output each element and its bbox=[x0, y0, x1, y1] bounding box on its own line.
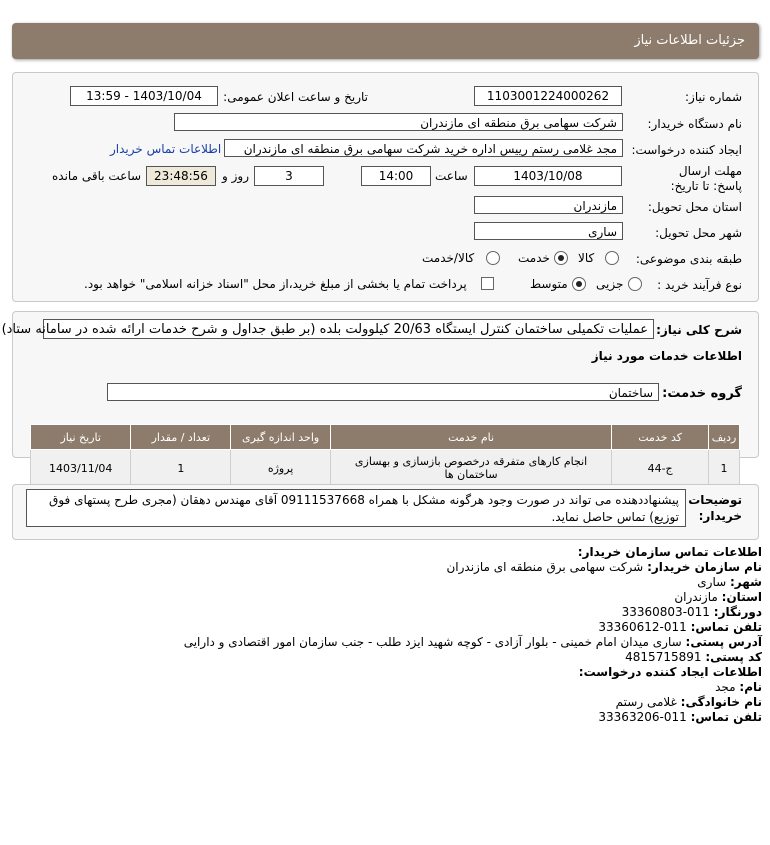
deadline-time-label: ساعت bbox=[435, 169, 468, 183]
org-address-line: آدرس پستی: ساری میدان امام خمینی - بلوار آزادی - کوچه شهید ایزد طلب - جنب سازمان امور اقتصادی و دارایی bbox=[183, 635, 762, 649]
col-row-header: ردیف bbox=[709, 425, 740, 450]
buyer-label: نام دستگاه خریدار: bbox=[647, 117, 742, 131]
process-medium-radio[interactable] bbox=[572, 277, 586, 291]
buyer-notes-label: توضیحات خریدار: bbox=[688, 493, 742, 523]
city-label: شهر محل تحویل: bbox=[655, 226, 742, 240]
announce-label: تاریخ و ساعت اعلان عمومی: bbox=[223, 90, 368, 104]
org-city-line: شهر: ساری bbox=[697, 575, 762, 589]
service-qty: 1 bbox=[131, 450, 231, 487]
treasury-payment-note: پرداخت تمام یا بخشی از مبلغ خرید،از محل "اسناد خزانه اسلامی" خواهد بود. bbox=[84, 277, 467, 291]
remaining-time-field: 23:48:56 bbox=[146, 166, 216, 186]
creator-phone-line: تلفن تماس: 011-33363206 bbox=[598, 710, 762, 724]
category-goods-label: کالا bbox=[578, 251, 595, 265]
org-fax-line: دورنگار: 011-33360803 bbox=[621, 605, 762, 619]
category-label: طبقه بندی موضوعی: bbox=[635, 252, 742, 266]
table-row bbox=[31, 450, 740, 487]
service-name: انجام کارهای متفرقه درخصوص بازسازی و بهسازی ساختمان ها bbox=[331, 450, 612, 487]
description-label: شرح کلی نیاز: bbox=[656, 323, 742, 337]
row-index: 1 bbox=[709, 450, 740, 487]
days-label: روز و bbox=[222, 169, 249, 183]
col-code-header: کد خدمت bbox=[612, 425, 709, 450]
page-title: جزئیات اطلاعات نیاز bbox=[634, 33, 745, 48]
service-group-field: ساختمان bbox=[107, 383, 659, 401]
category-both-radio[interactable] bbox=[486, 251, 500, 265]
category-service-radio[interactable] bbox=[554, 251, 568, 265]
org-contact-title: اطلاعات تماس سازمان خریدار: bbox=[577, 545, 762, 559]
service-code: ج-44 bbox=[612, 450, 709, 487]
org-name-line: نام سازمان خریدار: شرکت سهامی برق منطقه ای مازندران bbox=[446, 560, 762, 574]
process-label: نوع فرآیند خرید : bbox=[657, 278, 742, 292]
days-field: 3 bbox=[254, 166, 324, 186]
buyer-contact-link[interactable]: اطلاعات تماس خریدار bbox=[110, 142, 222, 156]
col-qty-header: تعداد / مقدار bbox=[131, 425, 231, 450]
org-postal-line: کد پستی: 4815715891 bbox=[625, 650, 762, 664]
need-info-panel bbox=[12, 72, 759, 302]
col-date-header: تاریخ نیاز bbox=[31, 425, 131, 450]
city-field: ساری bbox=[474, 222, 623, 240]
need-number-field: 1103001224000262 bbox=[474, 86, 622, 106]
org-province-line: استان: مازندران bbox=[674, 590, 762, 604]
process-medium-label: متوسط bbox=[530, 277, 568, 291]
province-field: مازندران bbox=[474, 196, 623, 214]
category-service-label: خدمت bbox=[518, 251, 550, 265]
process-minor-label: جزیی bbox=[596, 277, 624, 291]
deadline-label: مهلت ارسال پاسخ: تا تاریخ: bbox=[670, 164, 742, 193]
category-goods-radio[interactable] bbox=[605, 251, 619, 265]
buyer-field: شرکت سهامی برق منطقه ای مازندران bbox=[174, 113, 623, 131]
service-group-label: گروه خدمت: bbox=[662, 386, 742, 401]
deadline-time-field: 14:00 bbox=[361, 166, 431, 186]
announce-datetime-field: 1403/10/04 - 13:59 bbox=[70, 86, 218, 106]
services-table bbox=[30, 424, 740, 487]
page-header bbox=[12, 23, 759, 59]
creator-field: مجد غلامی رستم رییس اداره خرید شرکت سهامی برق منطقه ای مازندران bbox=[224, 139, 623, 157]
col-name-header: نام خدمت bbox=[331, 425, 612, 450]
col-unit-header: واحد اندازه گیری bbox=[231, 425, 331, 450]
service-unit: پروژه bbox=[231, 450, 331, 487]
creator-info-title: اطلاعات ایجاد کننده درخواست: bbox=[578, 665, 762, 679]
remaining-label: ساعت باقی مانده bbox=[52, 169, 142, 183]
table-header-row bbox=[31, 425, 740, 450]
creator-last-name-line: نام خانوادگی: غلامی رستم bbox=[615, 695, 762, 709]
process-minor-radio[interactable] bbox=[628, 277, 642, 291]
treasury-payment-checkbox[interactable] bbox=[481, 277, 494, 290]
category-both-label: کالا/خدمت bbox=[422, 251, 475, 265]
province-label: استان محل تحویل: bbox=[647, 200, 742, 214]
description-field: عملیات تکمیلی ساختمان کنترل ایستگاه 20/63 کیلوولت بلده (بر طبق جداول و شرح خدمات ارائه شده در سامانه ستاد) bbox=[43, 319, 654, 339]
creator-first-name-line: نام: مجد bbox=[715, 680, 762, 694]
deadline-date-field: 1403/10/08 bbox=[474, 166, 622, 186]
buyer-notes-field: پیشنهاددهنده می تواند در صورت وجود هرگونه مشکل با همراه 09111537668 آقای مهندس دهقان (مجری طرح پستهای فوق توزیع) تماس حاصل نماید. bbox=[26, 489, 686, 527]
service-date: 1403/11/04 bbox=[31, 450, 131, 487]
org-phone-line: تلفن تماس: 011-33360612 bbox=[598, 620, 762, 634]
creator-label: ایجاد کننده درخواست: bbox=[631, 143, 742, 157]
need-number-label: شماره نیاز: bbox=[685, 90, 742, 104]
services-title: اطلاعات خدمات مورد نیاز bbox=[591, 349, 742, 363]
